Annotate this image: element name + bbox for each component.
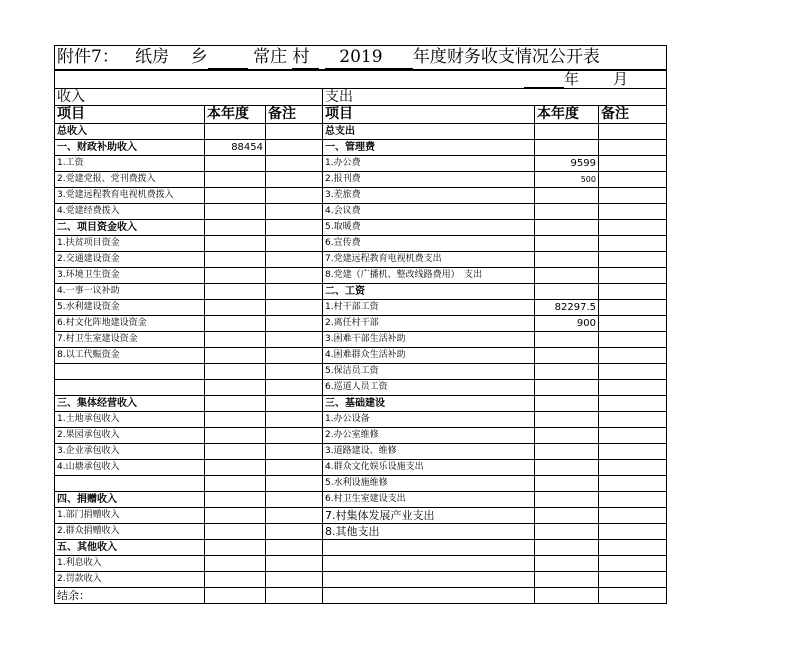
balance-label: 结余：	[55, 588, 205, 604]
expense-current-value	[535, 572, 599, 588]
table-row	[55, 348, 667, 364]
income-note	[266, 476, 323, 492]
income-note	[266, 332, 323, 348]
expense-note	[599, 348, 667, 364]
expense-note	[599, 300, 667, 316]
income-note	[266, 172, 323, 188]
income-item-label: 二、项目资金收入	[55, 220, 205, 236]
income-current-value	[205, 540, 266, 556]
income-current-value	[205, 332, 266, 348]
income-current-value	[205, 284, 266, 300]
income-item-label: 2.群众捐赠收入	[55, 524, 205, 540]
table-row	[55, 332, 667, 348]
income-item-label: 5.水利建设资金	[55, 300, 205, 316]
income-current-value	[205, 508, 266, 524]
table-row	[55, 204, 667, 220]
title-town-suffix: 乡	[190, 47, 208, 67]
expense-item-label: 7.村集体发展产业支出	[323, 508, 535, 524]
expense-item-label: 8.其他支出	[323, 524, 535, 540]
expense-current-value	[535, 364, 599, 380]
expense-item-label	[323, 572, 535, 588]
income-note	[266, 492, 323, 508]
expense-item-label: 1.办公设备	[323, 412, 535, 428]
expense-col-note: 备注	[599, 106, 667, 124]
income-current-value	[205, 156, 266, 172]
income-item-label: 1.工资	[55, 156, 205, 172]
income-note	[266, 236, 323, 252]
income-item-label: 4.一事一议补助	[55, 284, 205, 300]
title-suffix: 年度财务收支情况公开表	[412, 47, 600, 67]
balance-cell	[599, 588, 667, 604]
expense-note	[599, 220, 667, 236]
expense-current-value	[535, 492, 599, 508]
income-current-value	[205, 268, 266, 284]
expense-current-value	[535, 380, 599, 396]
expense-total-label: 总支出	[323, 124, 535, 140]
expense-current-value	[535, 204, 599, 220]
expense-note	[599, 268, 667, 284]
table-row	[55, 444, 667, 460]
date-month-label: 月	[613, 70, 629, 88]
expense-note	[599, 204, 667, 220]
income-item-label: 8.以工代赈资金	[55, 348, 205, 364]
income-note	[266, 204, 323, 220]
date-year-label: 年	[563, 70, 579, 88]
expense-item-label: 2.报刊费	[323, 172, 535, 188]
expense-item-label: 5.保洁员工资	[323, 364, 535, 380]
expense-note	[599, 444, 667, 460]
expense-current-value	[535, 412, 599, 428]
expense-current-value: 500	[535, 172, 599, 188]
expense-note	[599, 140, 667, 156]
table-row	[55, 556, 667, 572]
income-current-value	[205, 300, 266, 316]
income-item-label: 三、集体经营收入	[55, 396, 205, 412]
expense-item-label: 5.取暖费	[323, 220, 535, 236]
income-note	[266, 444, 323, 460]
table-row	[55, 252, 667, 268]
title-year: 2019	[325, 46, 397, 69]
expense-note	[599, 172, 667, 188]
income-note	[266, 140, 323, 156]
balance-cell	[323, 588, 535, 604]
income-note	[266, 300, 323, 316]
expense-item-label: 3.差旅费	[323, 188, 535, 204]
income-note	[266, 412, 323, 428]
expense-note	[599, 412, 667, 428]
balance-cell	[535, 588, 599, 604]
expense-item-label: 8.党建（广播机、整改线路费用） 支出	[323, 268, 535, 284]
expense-current-value	[535, 524, 599, 540]
expense-item-label: 5.水利设施维修	[323, 476, 535, 492]
income-current-value	[205, 460, 266, 476]
income-current-value	[205, 316, 266, 332]
expense-note	[599, 540, 667, 556]
income-section-title: 收入	[55, 89, 323, 106]
expense-current-value	[535, 444, 599, 460]
expense-current-value	[535, 476, 599, 492]
table-row	[55, 140, 667, 156]
income-current-value	[205, 204, 266, 220]
expense-current-value: 82297.5	[535, 300, 599, 316]
income-note	[266, 364, 323, 380]
income-current-value	[205, 492, 266, 508]
income-item-label: 3.企业承包收入	[55, 444, 205, 460]
income-item-label: 4.党建经费拨入	[55, 204, 205, 220]
income-current-value	[205, 396, 266, 412]
expense-note	[599, 236, 667, 252]
income-item-label: 4.山塘承包收入	[55, 460, 205, 476]
income-note	[266, 524, 323, 540]
expense-current-value	[535, 188, 599, 204]
expense-current-value	[535, 268, 599, 284]
income-item-label: 2.果园承包收入	[55, 428, 205, 444]
expense-note	[599, 396, 667, 412]
income-current-value	[205, 172, 266, 188]
income-note	[266, 220, 323, 236]
table-row	[55, 364, 667, 380]
expense-item-label: 3.困难干部生活补助	[323, 332, 535, 348]
table-row	[55, 316, 667, 332]
income-current-value	[205, 364, 266, 380]
table-row	[55, 380, 667, 396]
expense-item-label: 1.办公费	[323, 156, 535, 172]
expense-item-label: 一、管理费	[323, 140, 535, 156]
expense-item-label: 6.村卫生室建设支出	[323, 492, 535, 508]
income-note	[266, 348, 323, 364]
table-row	[55, 284, 667, 300]
income-item-label	[55, 380, 205, 396]
income-current-value	[205, 220, 266, 236]
balance-cell	[266, 588, 323, 604]
expense-current-value	[535, 428, 599, 444]
expense-col-current: 本年度	[535, 106, 599, 124]
expense-current-value	[535, 556, 599, 572]
expense-current-value: 900	[535, 316, 599, 332]
income-current-value	[205, 348, 266, 364]
income-item-label: 一、财政补助收入	[55, 140, 205, 156]
title-town: 纸房	[135, 47, 170, 67]
income-current-value	[205, 412, 266, 428]
income-current-value	[205, 572, 266, 588]
expense-current-value	[535, 348, 599, 364]
expense-current-value	[535, 252, 599, 268]
expense-note	[599, 364, 667, 380]
expense-note	[599, 332, 667, 348]
income-note	[266, 268, 323, 284]
income-item-label: 1.利息收入	[55, 556, 205, 572]
expense-item-label: 4.会议费	[323, 204, 535, 220]
expense-note	[599, 156, 667, 172]
table-row	[55, 396, 667, 412]
expense-item-label: 三、基础建设	[323, 396, 535, 412]
income-item-label: 2.党建党报、党刊费拨入	[55, 172, 205, 188]
table-row	[55, 220, 667, 236]
expense-item-label	[323, 556, 535, 572]
expense-note	[599, 284, 667, 300]
expense-item-label: 二、工资	[323, 284, 535, 300]
income-note	[266, 284, 323, 300]
report-date	[55, 70, 667, 89]
income-note	[266, 428, 323, 444]
expense-note	[599, 476, 667, 492]
expense-current-value	[535, 396, 599, 412]
expense-current-value	[535, 284, 599, 300]
finance-disclosure-table	[54, 45, 667, 604]
table-row	[55, 540, 667, 556]
title-village-suffix: 村	[292, 47, 310, 67]
expense-note	[599, 460, 667, 476]
income-item-label: 四、捐赠收入	[55, 492, 205, 508]
expense-current-value	[535, 236, 599, 252]
expense-section-title: 支出	[323, 89, 667, 106]
income-note	[266, 556, 323, 572]
balance-row	[55, 588, 667, 604]
expense-current-value	[535, 140, 599, 156]
table-row	[55, 188, 667, 204]
expense-current-value	[535, 508, 599, 524]
income-col-item: 项目	[55, 106, 205, 124]
income-item-label: 7.村卫生室建设资金	[55, 332, 205, 348]
balance-cell	[205, 588, 266, 604]
expense-current-value	[535, 220, 599, 236]
income-item-label: 1.部门捐赠收入	[55, 508, 205, 524]
income-col-current: 本年度	[205, 106, 266, 124]
income-item-label: 五、其他收入	[55, 540, 205, 556]
expense-item-label: 1.村干部工资	[323, 300, 535, 316]
table-row	[55, 428, 667, 444]
income-item-label	[55, 364, 205, 380]
income-note	[266, 540, 323, 556]
table-row	[55, 172, 667, 188]
income-current-value	[205, 556, 266, 572]
income-current-value	[205, 476, 266, 492]
table-row	[55, 460, 667, 476]
expense-item-label: 6.宣传费	[323, 236, 535, 252]
table-row	[55, 412, 667, 428]
title-prefix: 附件7：	[57, 47, 119, 67]
expense-note	[599, 316, 667, 332]
expense-note	[599, 188, 667, 204]
expense-current-value	[535, 540, 599, 556]
income-note	[266, 508, 323, 524]
expense-item-label: 4.群众文化娱乐设施支出	[323, 460, 535, 476]
expense-item-label	[323, 540, 535, 556]
income-note	[266, 460, 323, 476]
table-row	[55, 300, 667, 316]
income-note	[266, 252, 323, 268]
income-item-label: 1.扶贫项目资金	[55, 236, 205, 252]
expense-note	[599, 572, 667, 588]
income-current-value	[205, 188, 266, 204]
expense-current-value: 9599	[535, 156, 599, 172]
income-item-label	[55, 476, 205, 492]
income-note	[266, 380, 323, 396]
expense-current-value	[535, 460, 599, 476]
expense-item-label: 2.办公室维修	[323, 428, 535, 444]
table-row	[55, 492, 667, 508]
expense-item-label: 2.离任村干部	[323, 316, 535, 332]
income-current-value	[205, 252, 266, 268]
expense-note	[599, 556, 667, 572]
expense-col-item: 项目	[323, 106, 535, 124]
income-current-value	[205, 428, 266, 444]
expense-note	[599, 428, 667, 444]
table-row	[55, 508, 667, 524]
income-current-value	[205, 524, 266, 540]
table-row	[55, 268, 667, 284]
income-col-note: 备注	[266, 106, 323, 124]
income-item-label: 1.土地承包收入	[55, 412, 205, 428]
expense-note	[599, 252, 667, 268]
income-current-value	[205, 380, 266, 396]
expense-item-label: 7.党建远程教育电视机费支出	[323, 252, 535, 268]
expense-note	[599, 524, 667, 540]
income-item-label: 6.村文化阵地建设资金	[55, 316, 205, 332]
income-current-value	[205, 236, 266, 252]
income-note	[266, 316, 323, 332]
income-current-value	[205, 444, 266, 460]
income-note	[266, 156, 323, 172]
expense-item-label: 6.巡道人员工资	[323, 380, 535, 396]
table-row	[55, 236, 667, 252]
income-current-value: 88454	[205, 140, 266, 156]
expense-note	[599, 508, 667, 524]
table-row	[55, 524, 667, 540]
income-item-label: 3.环境卫生资金	[55, 268, 205, 284]
table-row	[55, 156, 667, 172]
expense-item-label: 4.困难群众生活补助	[323, 348, 535, 364]
income-note	[266, 572, 323, 588]
income-note	[266, 396, 323, 412]
table-row	[55, 476, 667, 492]
expense-note	[599, 492, 667, 508]
expense-item-label: 3.道路建设、维修	[323, 444, 535, 460]
table-title	[55, 46, 667, 71]
title-village: 常庄	[253, 47, 288, 67]
income-item-label: 2.交通建设资金	[55, 252, 205, 268]
expense-current-value	[535, 332, 599, 348]
income-total-label: 总收入	[55, 124, 205, 140]
income-item-label: 3.党建远程教育电视机费拨入	[55, 188, 205, 204]
income-item-label: 2.罚款收入	[55, 572, 205, 588]
income-note	[266, 188, 323, 204]
table-row	[55, 572, 667, 588]
expense-note	[599, 380, 667, 396]
